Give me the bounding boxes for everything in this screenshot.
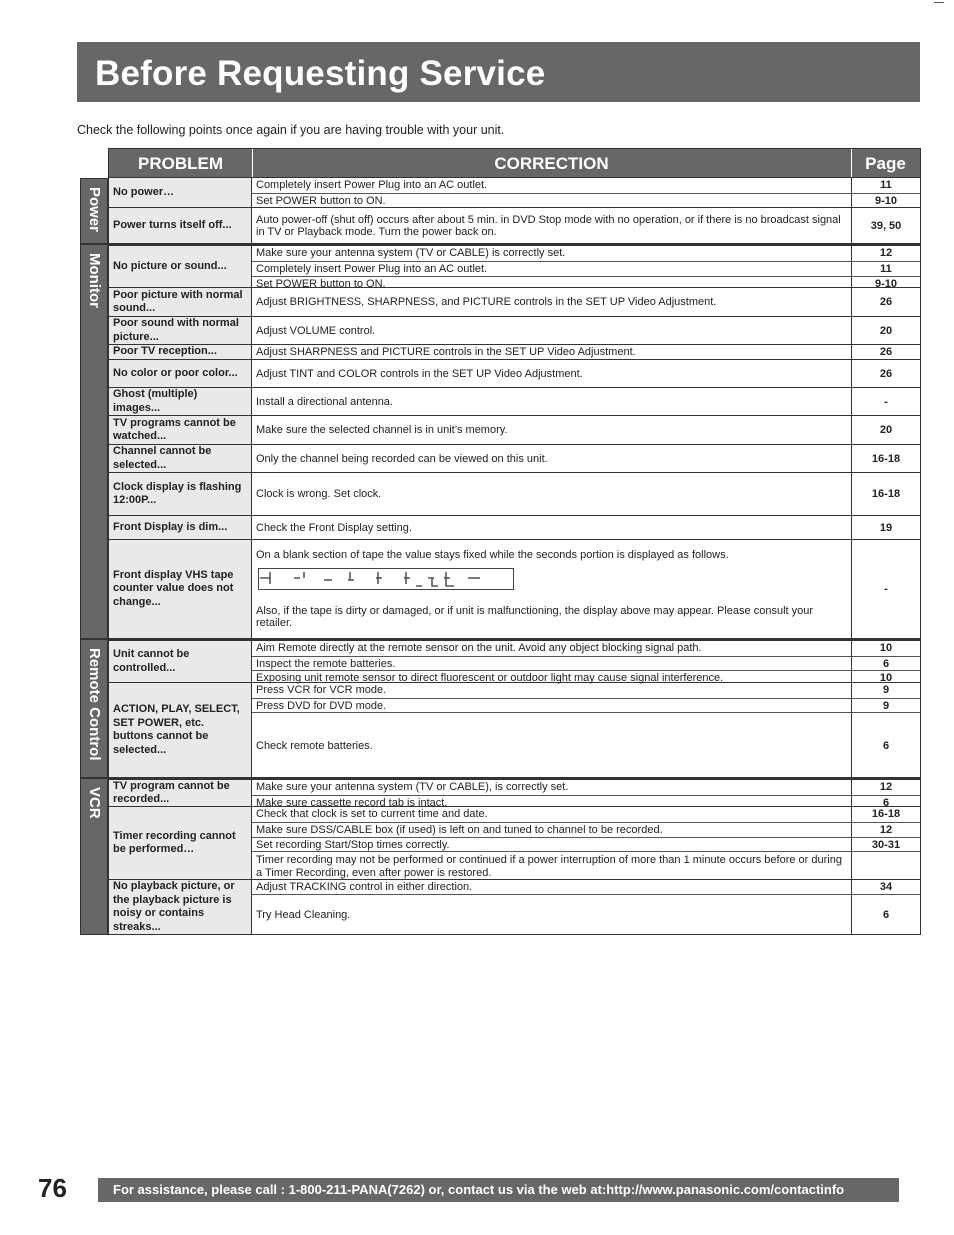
correction-cell xyxy=(252,178,851,207)
correction-line: Make sure the selected channel is in unit’s memory. xyxy=(256,424,508,437)
category-power xyxy=(80,178,108,244)
category-vcr xyxy=(80,778,108,935)
page-ref: 20 xyxy=(879,324,893,337)
correction-line: Install a directional antenna. xyxy=(256,395,393,408)
page-cell xyxy=(851,516,921,539)
page-cell xyxy=(851,360,921,387)
table-row xyxy=(108,683,921,778)
correction-cell xyxy=(252,473,851,515)
table-row xyxy=(108,244,921,288)
table-row xyxy=(108,416,921,445)
correction-line: Clock is wrong. Set clock. xyxy=(256,488,382,501)
correction-line: Auto power-off (shut off) occurs after about 5 min. in DVD Stop mode with no operation, or if there is no broadcast signal in TV or Playback mode. Turn the power back on. xyxy=(256,213,841,238)
vhs-digit-glyph xyxy=(376,572,382,584)
correction-cell xyxy=(252,288,851,316)
problem-cell xyxy=(108,345,252,359)
correction-line: Only the channel being recorded can be viewed on this unit. xyxy=(256,452,548,465)
correction-line: Press VCR for VCR mode. xyxy=(256,684,387,697)
page-cell xyxy=(851,880,921,934)
correction-line: On a blank section of tape the value stays fixed while the seconds portion is displayed as follows. xyxy=(256,548,729,561)
correction-line: Try Head Cleaning. xyxy=(252,894,851,936)
correction-cell xyxy=(252,445,851,472)
correction-line: Adjust BRIGHTNESS, SHARPNESS, and PICTURE controls in the SET UP Video Adjustment. xyxy=(256,296,717,309)
problem-text: ACTION, PLAY, SELECT, SET POWER, etc. buttons cannot be selected... xyxy=(113,703,240,756)
page-ref: 34 xyxy=(879,880,893,893)
category-vcr-label: VCR xyxy=(86,787,103,819)
correction-cell xyxy=(252,246,851,290)
problem-cell xyxy=(108,178,252,207)
problem-cell xyxy=(108,880,252,934)
correction-cell xyxy=(252,345,851,359)
problem-cell xyxy=(108,445,252,472)
intro-text: Check the following points once again if you are having trouble with your unit. xyxy=(77,123,505,137)
page-cell xyxy=(851,208,921,243)
page-ref: 6 xyxy=(852,894,920,936)
problem-text: No picture or sound... xyxy=(113,259,227,272)
correction-line: Completely insert Power Plug into an AC outlet. xyxy=(252,261,851,277)
footer-text: For assistance, please call : 1-800-211-PANA(7262) or, contact us via the web at:http://www.panasonic.com/contactinfo xyxy=(113,1182,845,1197)
correction-line: Press DVD for DVD mode. xyxy=(252,698,851,713)
page-ref: 26 xyxy=(879,346,893,359)
problem-text: Channel cannot be selected... xyxy=(113,445,212,471)
page-ref: 12 xyxy=(879,781,893,794)
vhs-digit-glyph xyxy=(444,572,454,586)
problem-text: Clock display is flashing 12:00P... xyxy=(113,480,242,506)
correction-cell xyxy=(252,683,851,777)
problem-text: Front Display is dim... xyxy=(113,520,228,533)
page-cell xyxy=(851,178,921,207)
correction-line: Adjust TRACKING control in either direction. xyxy=(256,880,473,893)
correction-cell xyxy=(252,208,851,243)
category-power-label: Power xyxy=(86,187,103,233)
problem-cell xyxy=(108,540,252,638)
page-cell xyxy=(851,345,921,359)
table-row xyxy=(108,807,921,880)
table-row xyxy=(108,473,921,516)
problem-text: Front display VHS tape counter value does not change... xyxy=(113,568,234,608)
problem-cell xyxy=(108,246,252,287)
page-ref: 9 xyxy=(882,684,890,697)
page-number: 76 xyxy=(38,1173,67,1203)
header-problem: PROBLEM xyxy=(109,149,253,177)
correction-cell xyxy=(252,360,851,387)
vhs-digit-glyph xyxy=(348,572,354,580)
correction-cell xyxy=(252,416,851,444)
problem-cell xyxy=(108,208,252,243)
page-ref: 10 xyxy=(879,642,893,655)
page-ref: 16-18 xyxy=(871,808,901,821)
problem-text: No playback picture, or the playback picture is noisy or contains streaks... xyxy=(113,880,235,933)
correction-line: Set POWER button to ON. xyxy=(252,193,851,209)
page-title: Before Requesting Service xyxy=(95,54,546,93)
correction-cell xyxy=(252,516,851,539)
correction-line: Completely insert Power Plug into an AC outlet. xyxy=(256,179,488,192)
problem-cell xyxy=(108,641,252,682)
footer-banner xyxy=(98,1178,899,1202)
problem-text: No power… xyxy=(113,185,175,198)
page-ref: 11 xyxy=(880,179,892,192)
problem-text: Unit cannot be controlled... xyxy=(113,648,190,674)
page-ref: 9 xyxy=(852,698,920,713)
vhs-digit-glyph xyxy=(294,572,304,578)
page-ref xyxy=(852,851,920,881)
page-ref: 10 xyxy=(852,670,920,686)
page-ref: 16-18 xyxy=(871,452,901,465)
problem-text: TV program cannot be recorded... xyxy=(113,779,230,805)
problem-cell xyxy=(108,317,252,344)
correction-line: Make sure DSS/CABLE box (if used) is left on and tuned to channel to be recorded. xyxy=(252,822,851,838)
correction-line: Adjust SHARPNESS and PICTURE controls in the SET UP Video Adjustment. xyxy=(256,346,636,359)
table-header xyxy=(108,148,921,178)
problem-cell xyxy=(108,473,252,515)
table-row xyxy=(108,778,921,807)
correction-line: Timer recording may not be performed or continued if a power interruption of more than 1 minute occurs before or during a Timer Recording, even after power is restored. xyxy=(252,851,851,881)
problem-text: Poor TV reception... xyxy=(113,345,217,358)
category-monitor-label: Monitor xyxy=(86,253,103,308)
page-cell xyxy=(851,683,921,777)
page-ref: 26 xyxy=(879,296,893,309)
problem-text: Timer recording cannot be performed… xyxy=(113,829,236,855)
page-ref: 11 xyxy=(852,261,920,277)
correction-line: Set POWER button to ON. xyxy=(252,276,851,291)
problem-cell xyxy=(108,360,252,387)
page-ref: 6 xyxy=(852,795,920,810)
page-cell xyxy=(851,780,921,809)
page-ref: 16-18 xyxy=(871,488,901,501)
page-cell xyxy=(851,416,921,444)
table-row xyxy=(108,317,921,345)
correction-line: Adjust TINT and COLOR controls in the SET UP Video Adjustment. xyxy=(256,367,583,380)
correction-line: Set recording Start/Stop times correctly. xyxy=(252,837,851,852)
page-cell xyxy=(851,388,921,415)
page-cell xyxy=(851,807,921,879)
correction-cell xyxy=(252,388,851,415)
correction-line: Aim Remote directly at the remote sensor on the unit. Avoid any object blocking signal path. xyxy=(256,642,702,655)
correction-line: Make sure your antenna system (TV or CABLE), is correctly set. xyxy=(256,781,569,794)
correction-cell xyxy=(252,807,851,879)
page-cell xyxy=(851,641,921,685)
page-ref: 19 xyxy=(879,521,893,534)
correction-line: Adjust VOLUME control. xyxy=(256,324,376,337)
correction-line: Check the Front Display setting. xyxy=(256,521,412,534)
page-ref: 26 xyxy=(879,367,893,380)
category-remote-control-label: Remote Control xyxy=(86,648,103,761)
vhs-digit-glyph xyxy=(404,572,438,586)
correction-line: Exposing unit remote sensor to direct fluorescent or outdoor light may cause signal interference. xyxy=(252,670,851,686)
page-ref: 20 xyxy=(879,424,893,437)
problem-cell xyxy=(108,807,252,879)
correction-line: Make sure cassette record tab is intact. xyxy=(252,795,851,810)
page-ref: - xyxy=(884,583,888,596)
page-cell xyxy=(851,445,921,472)
table-row xyxy=(108,516,921,540)
page-cell xyxy=(851,473,921,515)
correction-line: Also, if the tape is dirty or damaged, or if unit is malfunctioning, the display above may appear. Please consult your retailer. xyxy=(256,604,814,629)
title-banner xyxy=(77,42,920,102)
problem-text: TV programs cannot be watched... xyxy=(113,416,236,442)
problem-cell xyxy=(108,288,252,316)
page-cell xyxy=(851,288,921,316)
table-row xyxy=(108,445,921,473)
problem-text: No color or poor color... xyxy=(113,366,238,379)
category-monitor xyxy=(80,244,108,639)
correction-line: Make sure your antenna system (TV or CABLE) is correctly set. xyxy=(256,247,566,260)
problem-cell xyxy=(108,516,252,539)
table-row xyxy=(108,345,921,360)
page-cell xyxy=(851,540,921,638)
problem-text: Power turns itself off... xyxy=(113,218,232,231)
table-row xyxy=(108,360,921,388)
correction-cell xyxy=(252,641,851,685)
page-ref: 12 xyxy=(879,247,893,260)
correction-line: Check remote batteries. xyxy=(252,712,851,779)
page-cell xyxy=(851,317,921,344)
table-row xyxy=(108,880,921,935)
correction-line: Inspect the remote batteries. xyxy=(252,656,851,671)
crop-mark xyxy=(934,2,944,3)
table-row xyxy=(108,639,921,683)
problem-cell xyxy=(108,683,252,777)
page-ref: 6 xyxy=(852,712,920,779)
category-remote-control xyxy=(80,639,108,778)
problem-cell xyxy=(108,416,252,444)
page-ref: 9-10 xyxy=(852,276,920,291)
vhs-digit-glyph xyxy=(260,572,270,584)
page-ref: 9-10 xyxy=(852,193,920,209)
table-row xyxy=(108,208,921,244)
table-row xyxy=(108,540,921,639)
correction-line: Check that clock is set to current time and date. xyxy=(256,808,488,821)
correction-cell xyxy=(252,780,851,809)
page-ref: 39, 50 xyxy=(870,219,902,232)
page-ref: 6 xyxy=(852,656,920,671)
page-ref: - xyxy=(884,395,888,408)
table-row xyxy=(108,178,921,208)
correction-cell xyxy=(252,540,851,638)
page-ref: 12 xyxy=(852,822,920,838)
correction-cell xyxy=(252,317,851,344)
table-row xyxy=(108,288,921,317)
vhs-counter-sequence-graphic xyxy=(258,568,514,590)
header-page: Page xyxy=(865,154,906,173)
page-ref: 30-31 xyxy=(852,837,920,852)
table-row xyxy=(108,388,921,416)
problem-text: Poor picture with normal sound... xyxy=(113,288,243,314)
correction-cell xyxy=(252,880,851,934)
problem-cell xyxy=(108,780,252,806)
problem-text: Poor sound with normal picture... xyxy=(113,317,239,343)
page-cell xyxy=(851,246,921,290)
header-correction: CORRECTION xyxy=(252,149,852,177)
problem-text: Ghost (multiple) images... xyxy=(113,388,198,414)
problem-cell xyxy=(108,388,252,415)
